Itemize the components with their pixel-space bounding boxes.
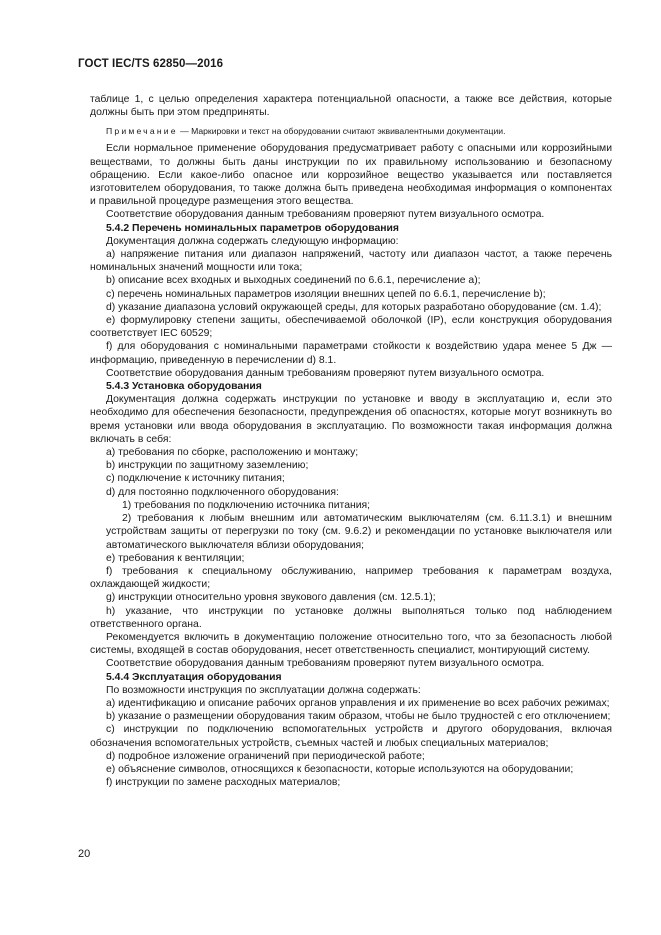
page-body <box>90 93 612 789</box>
list-item: а) напряжение питания или диапазон напряжений, частоту или диапазон частот, а также перечень номинальных значений мощности или тока; <box>90 249 612 274</box>
list-item: d) указание диапазона условий окружающей среды, для которых разработано оборудование (см. 1.4); <box>106 301 602 313</box>
document-header: ГОСТ IEC/TS 62850—2016 <box>78 58 224 70</box>
page-number: 20 <box>78 848 91 860</box>
list-item: b) описание всех входных и выходных соединений по 6.6.1, перечисление a); <box>106 275 481 287</box>
hazardous-substances-paragraph: Если нормальное применение оборудования предусматривает работу с опасными или коррозийными веществами, то должны быть даны инструкции по их правильному использованию и безопасному обращению. Если какое-либо опасное или коррозийное вещество указывается или поставляется изготовителем оборудования, то также должна быть приведена необходимая информация о компонентах и правильной процедуре размещения этого вещества. <box>90 143 612 208</box>
compliance-statement: Соответствие оборудования данным требованиям проверяют путем визуального осмотра. <box>106 209 545 221</box>
note <box>90 125 612 137</box>
section-lead: Документация должна содержать следующую информацию: <box>106 235 399 247</box>
compliance-statement: Соответствие оборудования данным требованиям проверяют путем визуального осмотра. <box>106 367 545 379</box>
list-item: f) для оборудования с номинальными параметрами стойкости к воздействию удара менее 5 Дж — информацию, приведенную в перечислении d) 8.1. <box>90 341 612 366</box>
note-label: Примечание <box>106 126 178 137</box>
sub-list-item: 2) требования к любым внешним или автоматическим выключателям (см. 6.11.3.1) и внешним устройствам защиты от перегрузки по току (см. 9.6.2) и рекомендации по установке выключателя или автоматического выключателя вблизи оборудования; <box>106 513 612 551</box>
list-item: a) идентификацию и описание рабочих органов управления и их применение во всех рабочих режимах; <box>106 697 610 709</box>
list-item: d) для постоянно подключенного оборудования: <box>106 486 339 498</box>
list-item: е) формулировку степени защиты, обеспечиваемой оболочкой (IP), если конструкция оборудования соответствует IEC 60529; <box>90 315 612 340</box>
section-heading-5-4-4: 5.4.4 Эксплуатация оборудования <box>106 671 282 683</box>
list-item: d) подробное изложение ограничений при периодической работе; <box>106 750 425 762</box>
list-item: f) требования к специальному обслуживанию, например требования к параметрам воздуха, охлаждающей жидкости; <box>90 565 612 591</box>
recommendation-paragraph: Рекомендуется включить в документацию положение относительно того, что за безопасность любой системы, входящей в состав оборудования, несет ответственность специалист, монтирующий систему. <box>90 631 612 657</box>
list-item: e) требования к вентиляции; <box>106 552 245 564</box>
sub-list-item: 1) требования по подключению источника питания; <box>122 499 371 511</box>
list-item: a) требования по сборке, расположению и монтажу; <box>106 447 359 459</box>
list-item: e) объяснение символов, относящихся к безопасности, которые используются на оборудовании; <box>106 763 574 775</box>
section-heading-5-4-2: 5.4.2 Перечень номинальных параметров оборудования <box>106 222 399 234</box>
list-item: c) инструкции по подключению вспомогательных устройств и другого оборудования, включая обозначения вспомогательных устройств, съемных частей и любых специальных материалов; <box>90 724 612 749</box>
intro-paragraph: таблице 1, с целью определения характера потенциальной опасности, а также все действия, которые должны быть при этом предприняты. <box>90 94 612 119</box>
compliance-statement: Соответствие оборудования данным требованиям проверяют путем визуального осмотра. <box>106 658 545 670</box>
list-item: f) инструкции по замене расходных материалов; <box>106 777 341 789</box>
section-heading-5-4-3: 5.4.3 Установка оборудования <box>106 381 262 393</box>
list-item: b) указание о размещении оборудования таким образом, чтобы не было трудностей с его отключением; <box>106 711 611 723</box>
section-lead: Документация должна содержать инструкции по установке и вводу в эксплуатацию и, если это необходимо для обеспечения безопасности, предупреждения об опасностях, которые могут возникнуть во время установки или ввода оборудования в эксплуатацию. По возможности такая информация должна включать в себя: <box>90 394 612 445</box>
section-lead: По возможности инструкция по эксплуатации должна содержать: <box>106 684 421 696</box>
list-item: g) инструкции относительно уровня звукового давления (см. 12.5.1); <box>106 592 436 604</box>
list-item: b) инструкции по защитному заземлению; <box>106 460 309 472</box>
list-item: c) подключение к источнику питания; <box>106 473 285 485</box>
note-text: — Маркировки и текст на оборудовании считают эквивалентными документации. <box>177 126 506 137</box>
list-item: h) указание, что инструкции по установке должны выполняться только под наблюдением ответственного органа. <box>90 605 612 630</box>
list-item: c) перечень номинальных параметров изоляции внешних цепей по 6.6.1, перечисление b); <box>106 288 546 300</box>
